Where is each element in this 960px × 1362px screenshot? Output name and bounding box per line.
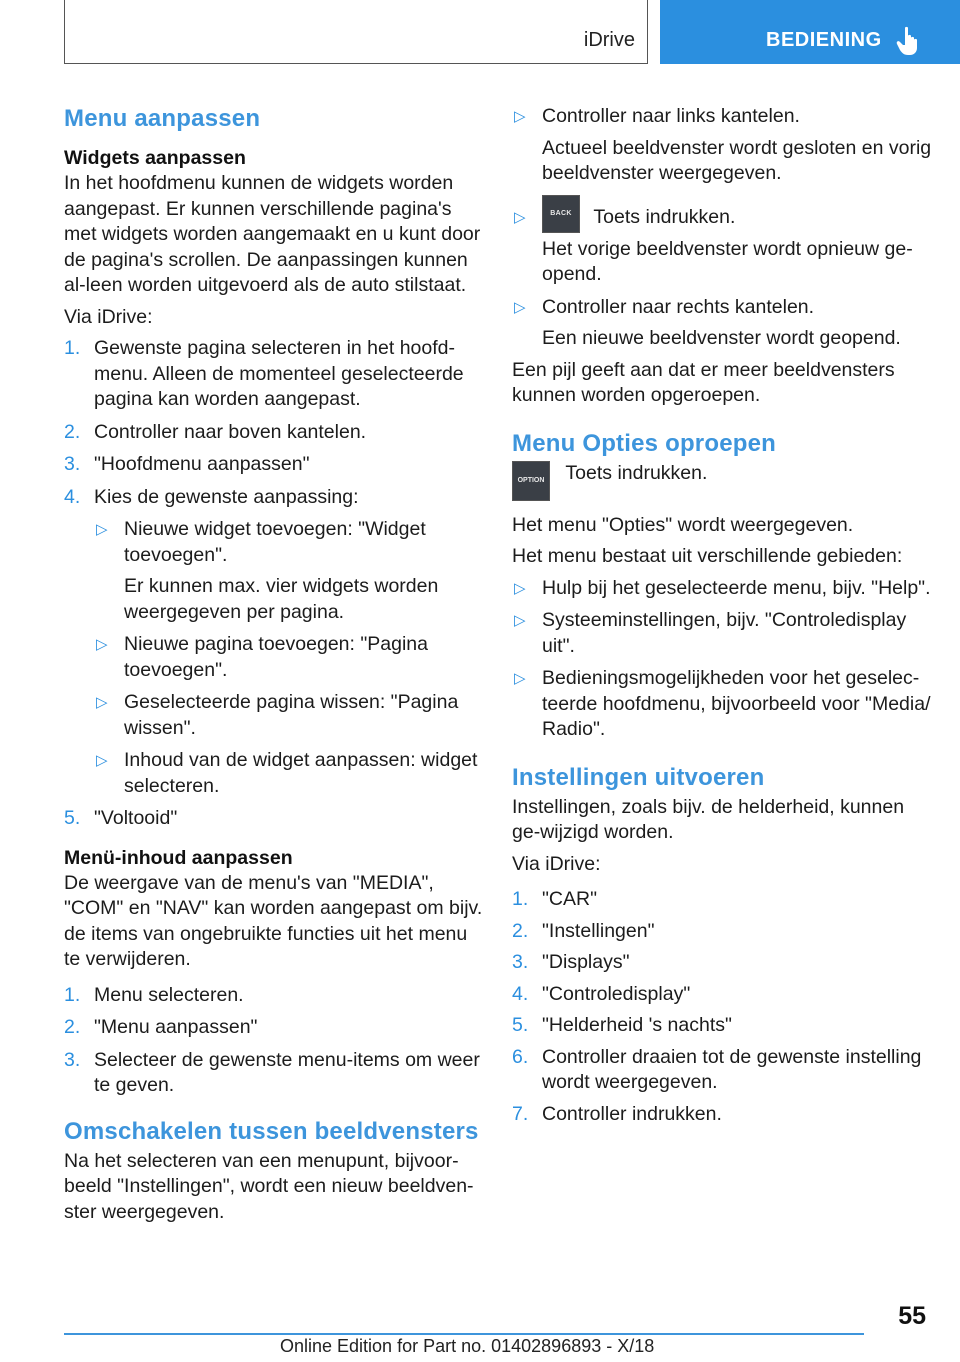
step-number: 4. (64, 485, 81, 508)
heading-menu-opties: Menu Opties oproepen (512, 429, 777, 457)
list-item (512, 887, 932, 913)
paragraph-omschakelen: Na het selecteren van een menupunt, bijvoor-beeld "Instellingen", wordt een nieuw beeldven-ster weergegeven. (64, 1149, 474, 1223)
header-section-title: iDrive (583, 29, 635, 51)
bullet-text: Systeeminstellingen, bijv. "Controledisplay uit". (542, 609, 907, 657)
subheading-widgets: Widgets aanpassen (64, 147, 246, 169)
list-item (512, 295, 932, 321)
list-item (64, 452, 484, 478)
list-item (512, 104, 932, 130)
bullet-arrow-icon: ▷ (96, 694, 108, 711)
step-text: Controller naar boven kantelen. (94, 420, 367, 443)
step-number: 3. (512, 951, 529, 973)
list-item (64, 336, 484, 413)
step-text: Gewenste pagina selecteren in het hoofd-menu. Alleen de momenteel geselecteerde pagina kan worden aangepast. (94, 337, 464, 410)
sub-item-text: Inhoud van de widget aanpassen: widget selecteren. (124, 749, 478, 797)
list-item (64, 420, 484, 446)
heading-menu-aanpassen: Menu aanpassen (64, 105, 261, 132)
list-item (512, 1102, 932, 1128)
option-button-image: OPTION (512, 461, 550, 501)
bullet-note: Het vorige beeldvenster wordt opnieuw ge-opend. (542, 237, 913, 285)
step-number: 2. (64, 1016, 81, 1038)
bullet-text: Controller naar rechts kantelen. (542, 295, 815, 318)
bullet-text: Toets indrukken. (593, 205, 736, 228)
step-text: "Controledisplay" (542, 982, 691, 1005)
paragraph-opties-1: Het menu "Opties" wordt weergegeven. (512, 513, 854, 536)
heading-omschakelen: Omschakelen tussen beeldvensters (64, 1117, 479, 1145)
page-number: 55 (898, 1302, 926, 1330)
paragraph-pijl: Een pijl geeft aan dat er meer beeldvensters kunnen worden opgeroepen. (512, 358, 895, 406)
bullet-arrow-icon: ▷ (514, 670, 526, 687)
step-number: 4. (512, 982, 529, 1005)
bullet-arrow-icon: ▷ (514, 579, 526, 597)
list-item (512, 195, 932, 235)
list-item (512, 1013, 932, 1039)
step-text: Controller draaien tot de gewenste instelling wordt weergegeven. (542, 1045, 922, 1093)
list-item (512, 666, 932, 743)
list-item (512, 576, 932, 602)
bullet-text: Bedieningsmogelijkheden voor het geselec-teerde hoofdmenu, bijvoorbeeld voor "Media/ Radio". (542, 667, 931, 740)
subheading-menu-inhoud: Menü-inhoud aanpassen (64, 846, 293, 869)
list-item (512, 608, 932, 659)
sub-list-item (64, 517, 484, 568)
step-text: "Menu aanpassen" (94, 1016, 258, 1038)
paragraph-menu-inhoud: De weergave van de menu's van "MEDIA", "COM" en "NAV" kan worden aangepast om bijv. de items van ongebruikte functies uit het menu te verwijderen. (64, 871, 483, 970)
paragraph-widgets: In het hoofdmenu kunnen de widgets worden aangepast. Er kunnen verschillende pagina's met widgets worden aangemaakt en u kunt door de pagina's scrollen. De aanpassingen kunnen al-leen worden uitgevoerd als de auto stilstaat. (64, 172, 481, 296)
bullet-note: Actueel beeldvenster wordt gesloten en vorig beeldvenster weergegeven. (542, 136, 932, 184)
step-text: "Instellingen" (542, 919, 655, 942)
step-number: 5. (512, 1014, 529, 1036)
step-number: 5. (64, 807, 81, 829)
header-chapter-tab (660, 0, 960, 64)
sub-item-text: Geselecteerde pagina wissen: "Pagina wissen". (124, 691, 459, 739)
option-text: Toets indrukken. (565, 461, 708, 484)
bullet-arrow-icon: ▷ (514, 108, 526, 125)
bullet-arrow-icon: ▷ (96, 521, 108, 538)
sub-list-item (64, 748, 484, 799)
step-text: "Displays" (542, 951, 630, 973)
bullet-arrow-icon: ▷ (514, 208, 526, 226)
footer-edition-text: Online Edition for Part no. 01402896893 - X/18 (280, 1336, 655, 1356)
via-idrive-label: Via iDrive: (64, 305, 153, 328)
paragraph-opties-2: Het menu bestaat uit verschillende gebieden: (512, 545, 903, 567)
step-text: Controller indrukken. (542, 1102, 722, 1125)
step-text: "Hoofdmenu aanpassen" (94, 453, 310, 475)
bullet-arrow-icon: ▷ (514, 298, 526, 316)
step-number: 3. (64, 1048, 81, 1071)
step-number: 1. (64, 337, 81, 359)
sub-list-item (64, 632, 484, 683)
list-item (512, 919, 932, 945)
sub-item-text: Nieuwe widget toevoegen: "Widget toevoegen". (124, 518, 426, 566)
header-section-box (64, 0, 648, 64)
list-item (64, 485, 484, 511)
list-item (512, 1045, 932, 1096)
list-item (64, 983, 484, 1009)
list-item (512, 950, 932, 976)
step-number: 1. (512, 888, 529, 910)
sub-item-text: Nieuwe pagina toevoegen: "Pagina toevoegen". (124, 633, 428, 681)
footer-divider (64, 1333, 864, 1335)
step-text: "CAR" (542, 888, 598, 910)
via-idrive-label: Via iDrive: (512, 852, 601, 875)
left-column (64, 104, 484, 1225)
hand-pointer-icon (896, 26, 922, 56)
step-text: "Helderheid 's nachts" (542, 1014, 732, 1036)
step-number: 7. (512, 1102, 529, 1125)
right-column (512, 104, 932, 1127)
step-text: Kies de gewenste aanpassing: (94, 485, 359, 508)
list-item (64, 1048, 484, 1099)
bullet-arrow-icon: ▷ (514, 612, 526, 629)
sub-list-item (64, 690, 484, 741)
step-text: Selecteer de gewenste menu-items om weer te geven. (94, 1048, 480, 1096)
sub-item-note: Er kunnen max. vier widgets worden weergegeven per pagina. (124, 575, 439, 623)
list-item (64, 1015, 484, 1041)
header-chapter-label: BEDIENING (766, 29, 882, 51)
option-row (512, 461, 932, 503)
bullet-text: Hulp bij het geselecteerde menu, bijv. "Help". (542, 576, 931, 599)
heading-instellingen: Instellingen uitvoeren (512, 763, 765, 791)
list-item (64, 806, 484, 832)
step-number: 3. (64, 453, 81, 475)
list-item (512, 982, 932, 1008)
bullet-arrow-icon: ▷ (96, 752, 108, 769)
step-text: Menu selecteren. (94, 983, 244, 1006)
step-number: 6. (512, 1045, 529, 1068)
back-button-image: BACK (542, 195, 580, 233)
paragraph-instellingen: Instellingen, zoals bijv. de helderheid, kunnen ge-wijzigd worden. (512, 795, 905, 843)
step-number: 2. (64, 420, 81, 443)
bullet-text: Controller naar links kantelen. (542, 105, 800, 127)
bullet-note: Een nieuwe beeldvenster wordt geopend. (542, 327, 901, 349)
bullet-arrow-icon: ▷ (96, 636, 108, 653)
step-number: 1. (64, 983, 81, 1006)
step-number: 2. (512, 919, 529, 942)
step-text: "Voltooid" (94, 807, 178, 829)
